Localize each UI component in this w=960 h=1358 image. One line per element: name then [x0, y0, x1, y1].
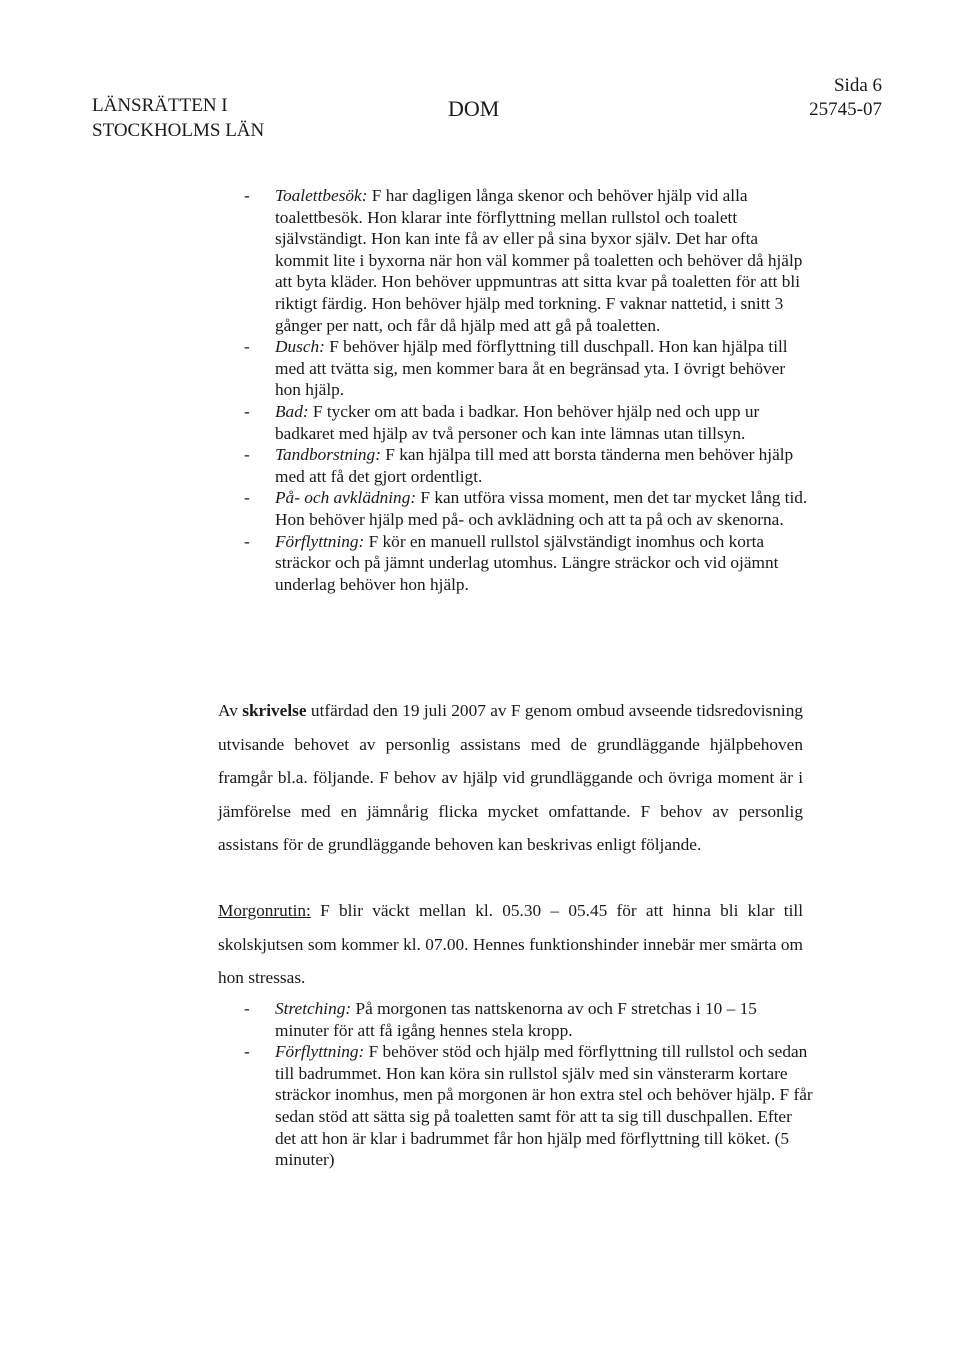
item-label: På- och avklädning:: [275, 488, 417, 508]
court-name-line1: LÄNSRÄTTEN I: [92, 95, 228, 116]
item-label: Bad:: [275, 401, 309, 421]
morning-routine-paragraph: [218, 894, 803, 995]
list-item: [244, 444, 814, 487]
morning-routine-list: [244, 998, 814, 1171]
item-text: F behöver stöd och hjälp med förflyttning till rullstol och sedan till badrummet. Hon kan köra sin rullstol själv med sin vänsterarm kortare sträckor inomhus, men på morgonen är hon extra stel och behöver hjälp. F får sedan stöd att sätta sig på toaletten samt för att ta sig till duschpallen. Efter det att hon är klar i badrummet får hon hjälp med förflyttning till köket. (5 minuter): [275, 1042, 813, 1170]
item-label: Toalettbesök:: [275, 186, 368, 205]
item-label: Tandborstning:: [275, 445, 381, 465]
item-label: Dusch:: [275, 337, 325, 357]
list-item: [244, 531, 814, 596]
statement-paragraph: [218, 694, 803, 862]
item-label: Förflyttning:: [275, 1042, 365, 1062]
item-text: F tycker om att bada i badkar. Hon behöver hjälp ned och upp ur badkaret med hjälp av två personer och kan inte lämnas utan tillsyn.: [275, 401, 760, 443]
court-name-line2: STOCKHOLMS LÄN: [92, 120, 265, 141]
list-item: [244, 487, 814, 530]
case-number: 25745-07: [809, 99, 882, 120]
para-text: utfärdad den 19 juli 2007 av F genom ombud avseende tidsredovisning utvisande behovet av personlig assistans med de grundläggande hjälpbehoven framgår bl.a. följande. F behov av hjälp vid grundläggande och övriga moment är i jämförelse med en jämnårig flicka mycket omfattande. F behov av personlig assistans för de grundläggande behoven kan beskrivas enligt följande.: [218, 701, 803, 855]
item-label: Stretching:: [275, 999, 352, 1018]
item-text: F kan hjälpa till med att borsta tänderna men behöver hjälp med att få det gjort ordentligt.: [275, 445, 794, 486]
list-item: [244, 998, 814, 1041]
item-text: F har dagligen långa skenor och behöver hjälp vid alla toalettbesök. Hon klarar inte förflyttning mellan rullstol och toalett självständigt. Hon kan inte få av eller på sina byxor själv. Det har ofta kommit lite i byxorna när hon väl kommer på toaletten och behöver då hjälp att byta kläder. Hon behöver uppmuntras att sitta kvar på toaletten för att bli riktigt färdig. Hon behöver hjälp med torkning. F vaknar nattetid, i snitt 3 gånger per natt, och får då hjälp med att gå på toaletten.: [275, 186, 803, 335]
para-bold-word: skrivelse: [242, 701, 307, 720]
list-item: [244, 336, 814, 401]
para-text: F blir väckt mellan kl. 05.30 – 05.45 för att hinna bli klar till skolskjutsen som kommer kl. 07.00. Hennes funktionshinder innebär mer smärta om hon stressas.: [218, 901, 803, 988]
document-type: DOM: [448, 96, 500, 121]
item-text: F behöver hjälp med förflyttning till duschpall. Hon kan hjälpa till med att tvätta sig, men kommer bara åt en begränsad yta. I övrigt behöver hon hjälp.: [275, 337, 788, 400]
list-item: [244, 185, 814, 336]
list-item: [244, 401, 814, 444]
list-item: [244, 1041, 814, 1171]
item-text: F kör en manuell rullstol självständigt inomhus och korta sträckor och på jämnt underlag utomhus. Längre sträckor och vid ojämnt underlag behöver hon hjälp.: [275, 531, 779, 594]
para-lead: Av: [218, 701, 243, 720]
item-text: På morgonen tas nattskenorna av och F stretchas i 10 – 15 minuter för att få igång hennes stela kropp.: [275, 999, 757, 1040]
page-info: [809, 74, 882, 122]
page-number: Sida 6: [833, 75, 882, 96]
item-label: Förflyttning:: [275, 531, 365, 551]
care-needs-list: [244, 185, 814, 595]
morning-routine-label: Morgonrutin:: [218, 901, 311, 920]
court-name: [92, 93, 264, 143]
item-text: F kan utföra vissa moment, men det tar mycket lång tid. Hon behöver hjälp med på- och avklädning och att ta på och av skenorna.: [275, 488, 808, 529]
